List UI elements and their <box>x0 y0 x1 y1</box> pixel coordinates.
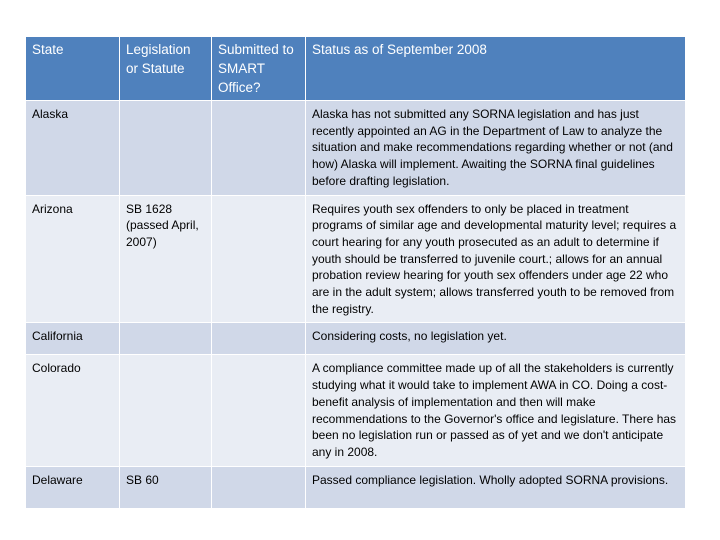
table-row <box>26 101 686 196</box>
cell-legislation: SB 60 <box>120 466 212 508</box>
header-submitted: Submitted to SMART Office? <box>212 37 306 101</box>
cell-legislation: SB 1628 (passed April, 2007) <box>120 195 212 323</box>
cell-submitted <box>212 323 306 355</box>
cell-submitted <box>212 101 306 196</box>
cell-status: Passed compliance legislation. Wholly adopted SORNA provisions. <box>306 466 686 508</box>
table-row <box>26 195 686 323</box>
header-status: Status as of September 2008 <box>306 37 686 101</box>
table-row <box>26 355 686 466</box>
cell-state: Arizona <box>26 195 120 323</box>
table-row <box>26 323 686 355</box>
cell-state: Delaware <box>26 466 120 508</box>
table-row <box>26 466 686 508</box>
cell-status: A compliance committee made up of all the stakeholders is currently studying what it would take to implement AWA in CO. Doing a cost-benefit analysis of implementation and then will make recommendations to the Governor's office and legislature. There has been no legislation run or passed as of yet and we don't anticipate any in 2008. <box>306 355 686 466</box>
header-state: State <box>26 37 120 101</box>
cell-submitted <box>212 466 306 508</box>
header-legislation: Legislation or Statute <box>120 37 212 101</box>
table-header <box>26 37 686 101</box>
cell-status: Alaska has not submitted any SORNA legislation and has just recently appointed an AG in the Department of Law to analyze the situation and make recommendations regarding whether or not (and how) Alaska will implement. Awaiting the SORNA final guidelines before drafting legislation. <box>306 101 686 196</box>
cell-submitted <box>212 355 306 466</box>
cell-status: Considering costs, no legislation yet. <box>306 323 686 355</box>
cell-legislation <box>120 323 212 355</box>
cell-status: Requires youth sex offenders to only be placed in treatment programs of similar age and developmental maturity level; requires a court hearing for any youth prosecuted as an adult to determine if youth should be transferred to juvenile court.; allows for an annual probation review hearing for youth sex offenders under age 22 who are in the adult system; allows transferred youth to be removed from the registry. <box>306 195 686 323</box>
cell-state: California <box>26 323 120 355</box>
table-body <box>26 101 686 509</box>
cell-legislation <box>120 355 212 466</box>
cell-state: Colorado <box>26 355 120 466</box>
cell-legislation <box>120 101 212 196</box>
sorna-status-table <box>25 36 686 509</box>
cell-state: Alaska <box>26 101 120 196</box>
cell-submitted <box>212 195 306 323</box>
header-row <box>26 37 686 101</box>
